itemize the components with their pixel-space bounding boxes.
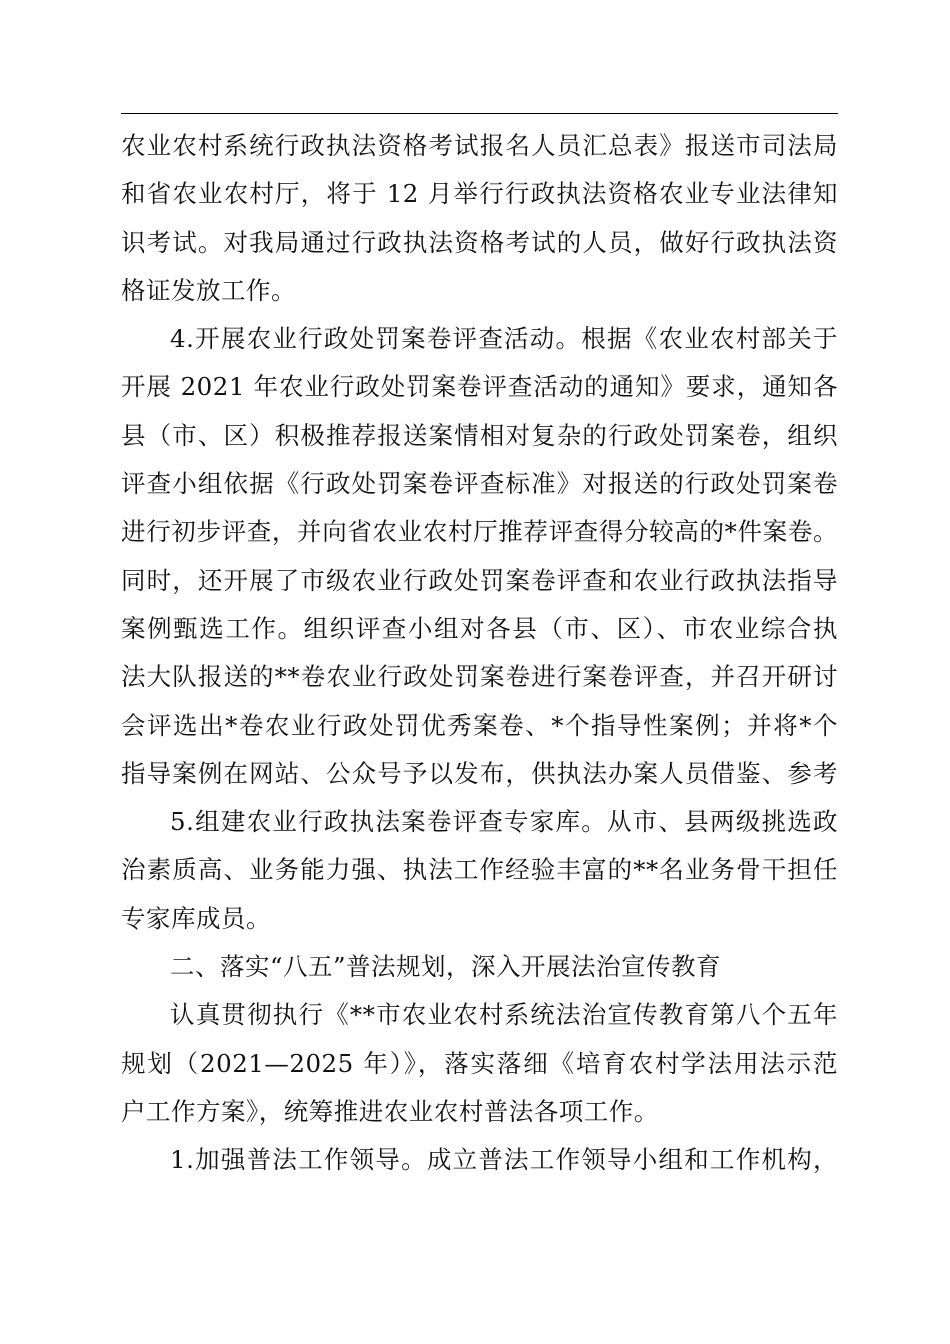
text-line: 格证发放工作。 (121, 275, 296, 305)
text-line: 农业农村系统行政执法资格考试报名人员汇总表》报送市司法局 (121, 131, 838, 160)
text-line: 同时，还开展了市级农业行政处罚案卷评查和农业行政执法指导 (121, 565, 838, 595)
text-line: 会评选出*卷农业行政处罚优秀案卷、*个指导性案例；并将*个 (121, 710, 838, 740)
text-line: 案例甄选工作。组织评查小组对各县（市、区）、市农业综合执 (121, 613, 838, 643)
text-line: 认真贯彻执行《**市农业农村系统法治宣传教育第八个五年 (170, 1000, 838, 1030)
text-line: 规划（2021—2025 年）》，落实落细《培育农村学法用法示范 (121, 1048, 838, 1078)
text-line: 识考试。对我局通过行政执法资格考试的人员，做好行政执法资 (121, 227, 838, 257)
paragraph-heading-1: 1.加强普法工作领导。成立普法工作领导小组和工作机构， (170, 1145, 838, 1175)
text-line: 指导案例在网站、公众号予以发布，供执法办案人员借鉴、参考 (121, 758, 838, 788)
text-line: 进行初步评查，并向省农业农村厅推荐评查得分较高的*件案卷。 (121, 517, 838, 547)
text-line: 和省农业农村厅，将于 12 月举行行政执法资格农业专业法律知 (121, 179, 838, 209)
paragraph-heading-4: 4.开展农业行政处罚案卷评查活动。根据《农业农村部关于 (170, 324, 838, 354)
body-text (121, 122, 838, 1185)
text-line: 法大队报送的**卷农业行政处罚案卷进行案卷评查，并召开研讨 (121, 662, 838, 692)
section-heading-2: 二、落实“八五”普法规划，深入开展法治宣传教育 (170, 952, 722, 982)
text-line: 专家库成员。 (121, 903, 271, 933)
text-line: 县（市、区）积极推荐报送案情相对复杂的行政处罚案卷，组织 (121, 420, 838, 450)
header-rule (121, 113, 838, 114)
text-line: 评查小组依据《行政处罚案卷评查标准》对报送的行政处罚案卷 (121, 469, 838, 499)
text-line: 治素质高、业务能力强、执法工作经验丰富的**名业务骨干担任 (121, 855, 838, 885)
paragraph-heading-5: 5.组建农业行政执法案卷评查专家库。从市、县两级挑选政 (170, 807, 838, 837)
text-line: 户工作方案》，统筹推进农业农村普法各项工作。 (121, 1096, 659, 1126)
text-line: 开展 2021 年农业行政处罚案卷评查活动的通知》要求，通知各 (121, 372, 838, 402)
